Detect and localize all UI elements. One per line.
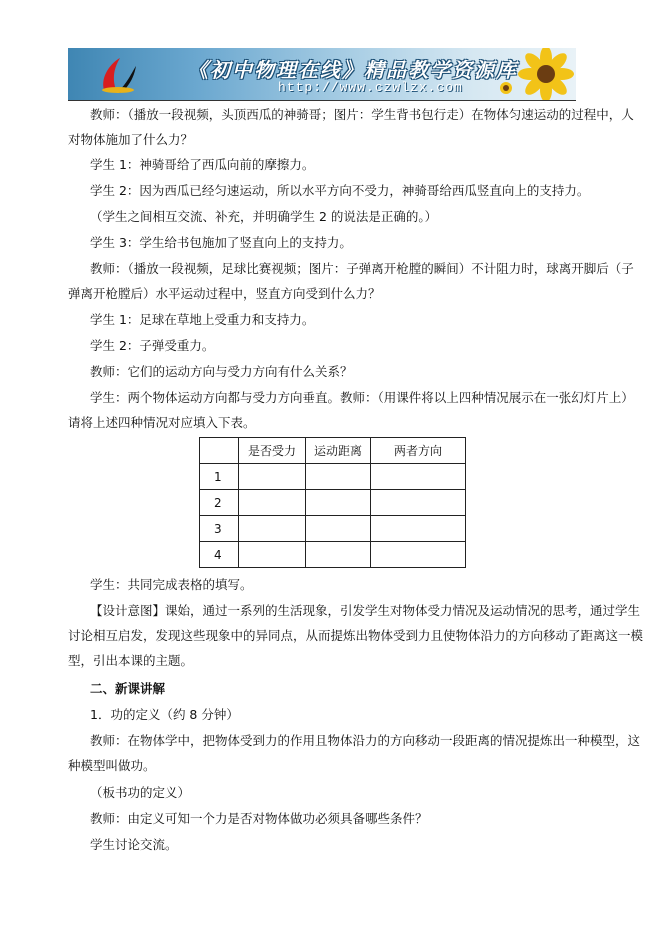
paragraph-line: 学生讨论交流。: [90, 837, 178, 852]
paragraph-line: 学生：共同完成表格的填写。: [90, 577, 253, 592]
table-cell: [239, 516, 306, 542]
row-number: 1: [200, 464, 239, 490]
table-header-row: [200, 438, 466, 464]
paragraph-line: 学生 2：因为西瓜已经匀速运动，所以水平方向不受力，神骑哥给西瓜竖直向上的支持力。: [90, 183, 590, 198]
paragraph-line: 学生 1：足球在草地上受重力和支持力。: [90, 312, 315, 327]
paragraph: [68, 780, 598, 805]
fill-in-table: [199, 437, 466, 568]
row-number: 3: [200, 516, 239, 542]
table-cell: [306, 464, 371, 490]
table-cell: [239, 490, 306, 516]
paragraph-line: 教师：由定义可知一个力是否对物体做功必须具备哪些条件？: [90, 811, 428, 826]
table-header-cell: [200, 438, 239, 464]
paragraph-line: 学生 1：神骑哥给了西瓜向前的摩擦力。: [90, 157, 315, 172]
paragraph: [68, 385, 634, 435]
site-url: http://www.czwlzx.com: [278, 80, 463, 95]
paragraph-line: 学生 2：子弹受重力。: [90, 338, 215, 353]
paragraph: [68, 204, 598, 229]
paragraph-line: （学生之间相互交流、补充，并明确学生 2 的说法是正确的。）: [90, 209, 438, 224]
paragraph-line: 【设计意图】课始，通过一系列的生活现象，引发学生对物体受力情况及运动情况的思考，通过学生: [90, 603, 641, 618]
paragraph-line: 学生：两个物体运动方向都与受力方向垂直。教师：（用课件将以上四种情况展示在一张幻灯片上）: [90, 390, 634, 405]
table-cell: [371, 490, 466, 516]
paragraph-line: 型，引出本课的主题。: [68, 653, 194, 668]
table-cell: [371, 542, 466, 568]
section-title: 二、新课讲解: [90, 681, 166, 696]
table-cell: [239, 542, 306, 568]
paragraph-line: 教师：（播放一段视频，头顶西瓜的神骑哥；图片：学生背书包行走）在物体匀速运动的过程中，人: [90, 107, 634, 122]
paragraph: [68, 333, 598, 358]
header-banner: [68, 48, 576, 100]
paragraph: [68, 178, 598, 203]
paragraph: [68, 152, 598, 177]
paragraph: [68, 806, 598, 831]
row-number: 4: [200, 542, 239, 568]
table-header-cell: 是否受力: [239, 438, 306, 464]
paragraph-line: 种模型叫做功。: [68, 758, 156, 773]
logo-icon: [98, 56, 138, 94]
paragraph-line: 对物体施加了什么力？: [68, 132, 194, 147]
paragraph: [68, 359, 598, 384]
paragraph-line: 教师：在物体学中，把物体受到力的作用且物体沿力的方向移动一段距离的情况提炼出一种模型，这: [90, 733, 641, 748]
table-row: [200, 464, 466, 490]
table-header-cell: 两者方向: [371, 438, 466, 464]
paragraph-line: 教师：（播放一段视频，足球比赛视频；图片：子弹离开枪膛的瞬间）不计阻力时，球离开脚后（子: [90, 261, 634, 276]
paragraph: [68, 307, 598, 332]
table-cell: [371, 516, 466, 542]
table-row: [200, 516, 466, 542]
paragraph: [68, 832, 598, 857]
table-row: [200, 490, 466, 516]
table-header-cell: 运动距离: [306, 438, 371, 464]
paragraph: [68, 572, 598, 597]
paragraph-line: （板书功的定义）: [90, 785, 191, 800]
section-heading: [68, 676, 598, 701]
paragraph-line: 弹离开枪膛后）水平运动过程中，竖直方向受到什么力？: [68, 286, 381, 301]
site-title: 《初中物理在线》精品教学资源库: [188, 58, 518, 82]
table-row: [200, 542, 466, 568]
subsection-title: 1．功的定义（约 8 分钟）: [90, 707, 239, 722]
paragraph: [68, 256, 634, 306]
paragraph: [68, 102, 634, 152]
table-cell: [306, 516, 371, 542]
subsection-heading: [68, 702, 598, 727]
table-cell: [306, 490, 371, 516]
design-intent-paragraph: [68, 598, 644, 673]
paragraph-line: 请将上述四种情况对应填入下表。: [68, 415, 256, 430]
paragraph-line: 教师：它们的运动方向与受力方向有什么关系？: [90, 364, 353, 379]
paragraph: [68, 728, 641, 778]
table-cell: [239, 464, 306, 490]
row-number: 2: [200, 490, 239, 516]
paragraph-line: 学生 3：学生给书包施加了竖直向上的支持力。: [90, 235, 352, 250]
header-rule: [68, 100, 576, 101]
paragraph-line: 讨论相互启发，发现这些现象中的异同点，从而提炼出物体受到力且使物体沿力的方向移动了距离这一模: [68, 628, 644, 643]
table-cell: [371, 464, 466, 490]
paragraph: [68, 230, 598, 255]
sunflower-icon: [486, 48, 576, 100]
table-cell: [306, 542, 371, 568]
